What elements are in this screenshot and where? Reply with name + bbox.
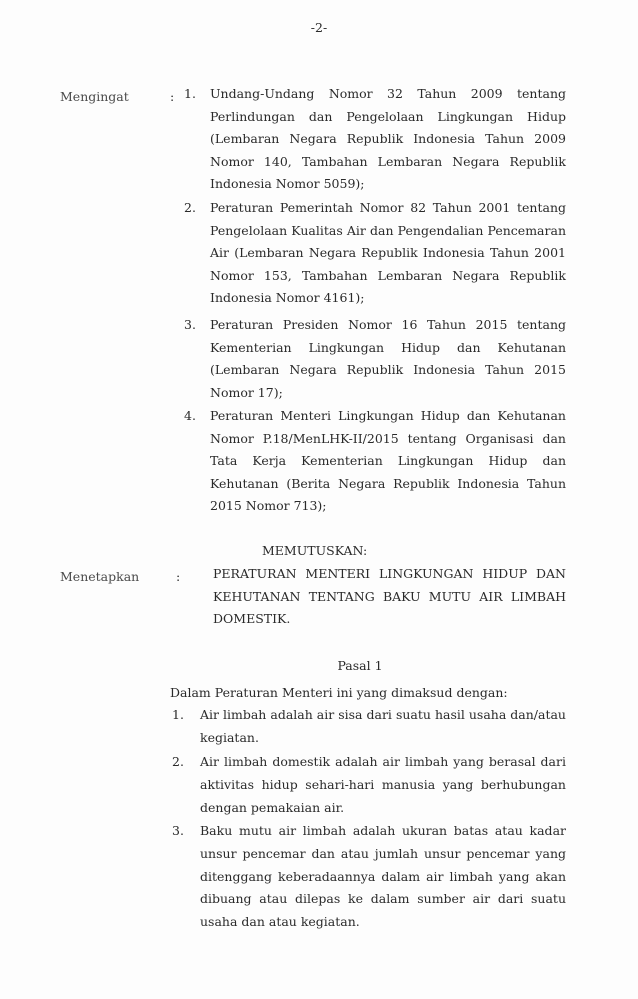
mengingat-label: Mengingat <box>60 89 129 104</box>
pasal-title: Pasal 1 <box>337 658 383 673</box>
menetapkan-label: Menetapkan <box>60 569 140 584</box>
mengingat-item-3-number: 3. <box>184 317 196 332</box>
pasal-item-3-number: 3. <box>172 823 184 838</box>
page-number: -2- <box>310 20 328 35</box>
mengingat-item-4-text: Peraturan Menteri Lingkungan Hidup dan Kehutanan Nomor P.18/MenLHK-II/2015 tentang Organisasi dan Tata Kerja Kementerian Lingkungan Hidup dan Kehutanan (Berita Negara Republik Indonesia Tahun 2015 Nomor 713); <box>210 408 566 514</box>
mengingat-item-1-text: Undang-Undang Nomor 32 Tahun 2009 tentang Perlindungan dan Pengelolaan Lingkungan Hidup (Lembaran Negara Republik Indonesia Tahun 2009 Nomor 140, Tambahan Lembaran Negara Republik Indonesia Nomor 5059); <box>210 86 566 192</box>
pasal-item-1-number: 1. <box>172 707 184 722</box>
memutuskan-heading: MEMUTUSKAN: <box>262 543 368 558</box>
menetapkan-colon: : <box>176 569 181 584</box>
pasal-item-1-text: Air limbah adalah air sisa dari suatu hasil usaha dan/atau kegiatan. <box>200 707 566 745</box>
mengingat-item-1-number: 1. <box>184 86 196 101</box>
pasal-item-2-number: 2. <box>172 754 184 769</box>
mengingat-item-3-text: Peraturan Presiden Nomor 16 Tahun 2015 tentang Kementerian Lingkungan Hidup dan Kehutanan (Lembaran Negara Republik Indonesia Tahun 2015 Nomor 17); <box>210 317 566 400</box>
pasal-item-3-text: Baku mutu air limbah adalah ukuran batas atau kadar unsur pencemar dan atau jumlah unsur pencemar yang ditenggang keberadaannya dalam air limbah yang akan dibuang atau dilepas ke dalam sumber air dari suatu usaha dan atau kegiatan. <box>200 823 566 930</box>
mengingat-item-2-text: Peraturan Pemerintah Nomor 82 Tahun 2001 tentang Pengelolaan Kualitas Air dan Pengendalian Pencemaran Air (Lembaran Negara Republik Indonesia Tahun 2001 Nomor 153, Tambahan Lembaran Negara Republik Indonesia Nomor 4161); <box>210 200 566 306</box>
mengingat-item-2-number: 2. <box>184 200 196 215</box>
pasal-intro: Dalam Peraturan Menteri ini yang dimaksud dengan: <box>170 685 508 700</box>
mengingat-item-4-number: 4. <box>184 408 196 423</box>
pasal-item-2-text: Air limbah domestik adalah air limbah yang berasal dari aktivitas hidup sehari-hari manusia yang berhubungan dengan pemakaian air. <box>200 754 566 815</box>
mengingat-colon: : <box>170 89 175 104</box>
menetapkan-text: PERATURAN MENTERI LINGKUNGAN HIDUP DAN KEHUTANAN TENTANG BAKU MUTU AIR LIMBAH DOMESTIK. <box>213 566 566 627</box>
